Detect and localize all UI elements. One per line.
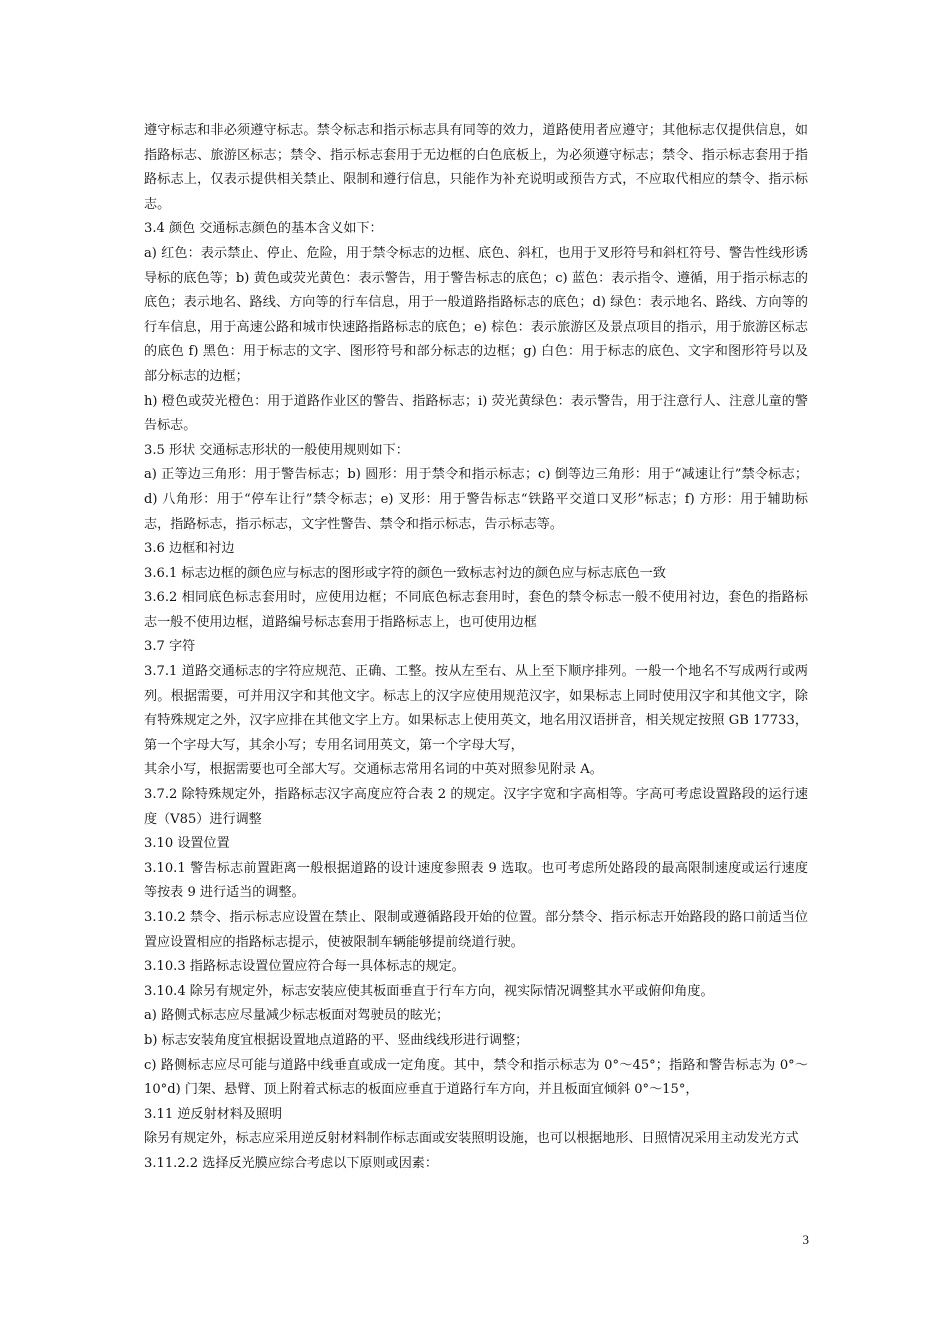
paragraph-3-10-1: 3.10.1 警告标志前置距离一般根据道路的设计速度参照表 9 选取。也可考虑所处路段的最高限制速度或运行速度等按表 9 进行适当的调整。 bbox=[144, 860, 808, 901]
paragraph-3-6-1: 3.6.1 标志边框的颜色应与标志的图形或字符的颜色一致标志衬边的颜色应与标志底色一致 bbox=[144, 565, 666, 581]
paragraph-3-7-1: 3.7.1 道路交通标志的字符应规范、正确、工整。按从左至右、从上至下顺序排列。一般一个地名不写成两行或两列。根据需要，可并用汉字和其他文字。标志上的汉字应使用规范汉字，如果标志上同时使用汉字和其他文字，除有特殊规定之外，汉字应排在其他文字上方。如果标志上使用英文，地名用汉语拼音，相关规定按照 GB 17733，第一个字母大写，其余小写；专用名词用英文，第一个字母大写， bbox=[144, 664, 808, 753]
paragraph-3-11-2-2: 3.11.2.2 选择反光膜应综合考虑以下原则或因素： bbox=[144, 1155, 438, 1171]
paragraph-3-11: 除另有规定外，标志应采用逆反射材料制作标志面或安装照明设施，也可以根据地形、日照情况采用主动发光方式 bbox=[144, 1131, 799, 1147]
heading-3-7-characters: 3.7 字符 bbox=[144, 639, 196, 655]
heading-3-5-shape: 3.5 形状 交通标志形状的一般使用规则如下： bbox=[144, 442, 409, 458]
list-item-c: c) 路侧标志应尽可能与道路中线垂直或成一定角度。其中，禁令和指示标志为 0°～45°；指路和警告标志为 0°～10°d) 门架、悬臂、顶上附着式标志的板面应垂直于道路行车方向，并且板面宜倾斜 0°～15°， bbox=[144, 1057, 808, 1098]
heading-3-4-color: 3.4 颜色 交通标志颜色的基本含义如下： bbox=[144, 221, 383, 237]
paragraph-signs-obligation: 遵守标志和非必须遵守标志。禁令标志和指示标志具有同等的效力，道路使用者应遵守；其他标志仅提供信息，如指路标志、旅游区标志；禁令、指示标志套用于无边框的白色底板上，为必须遵守标志；禁令、指示标志套用于指路标志上，仅表示提供相关禁止、限制和遵行信息，只能作为补充说明或预告方式，不应取代相应的禁令、指示标志。 bbox=[144, 123, 808, 212]
paragraph-3-10-2: 3.10.2 禁令、指示标志应设置在禁止、限制或遵循路段开始的位置。部分禁令、指示标志开始路段的路口前适当位置应设置相应的指路标志提示，使被限制车辆能够提前绕道行驶。 bbox=[144, 910, 808, 950]
heading-3-6-border: 3.6 边框和衬边 bbox=[144, 541, 235, 557]
heading-3-10-position: 3.10 设置位置 bbox=[144, 836, 230, 852]
paragraph-color-list-continued: h) 橙色或荧光橙色：用于道路作业区的警告、指路标志；i) 荧光黄绿色：表示警告，用于注意行人、注意儿童的警告标志。 bbox=[144, 393, 808, 434]
heading-3-11-retroreflective: 3.11 逆反射材料及照明 bbox=[144, 1106, 283, 1122]
list-item-a: a) 路侧式标志应尽量减少标志板面对驾驶员的眩光； bbox=[144, 1008, 450, 1024]
paragraph-3-6-2: 3.6.2 相同底色标志套用时，应使用边框；不同底色标志套用时，套色的禁令标志一般不使用衬边，套色的指路标志一般不使用边框，道路编号标志套用于指路标志上，也可使用边框 bbox=[144, 590, 808, 630]
paragraph-shape-list: a) 正等边三角形：用于警告标志；b) 圆形：用于禁令和指示标志；c) 倒等边三角形：用于“减速让行”禁令标志；d) 八角形：用于“停车让行”禁令标志；e) 叉形：用于警告标志“铁路平交道口叉形”标志；f) 方形：用于辅助标志，指路标志，指示标志，文字性警告、禁令和指示标志，告示标志等。 bbox=[144, 467, 808, 532]
paragraph-color-list: a) 红色：表示禁止、停止、危险，用于禁令标志的边框、底色、斜杠，也用于叉形符号和斜杠符号、警告性线形诱导标的底色等；b) 黄色或荧光黄色：表示警告，用于警告标志的底色；c) 蓝色：表示指令、遵循，用于指示标志的底色；表示地名、路线、方向等的行车信息，用于一般道路指路标志的底色；d) 绿色：表示地名、路线、方向等的行车信息，用于高速公路和城市快速路指路标志的底色；e) 棕色：表示旅游区及景点项目的指示，用于旅游区标志的底色 f) 黑色：用于标志的文字、图形符号和部分标志的边框；g) 白色：用于标志的底色、文字和图形符号以及部分标志的边框； bbox=[144, 245, 808, 384]
paragraph-3-10-4: 3.10.4 除另有规定外，标志安装应使其板面垂直于行车方向，视实际情况调整其水平或俯仰角度。 bbox=[144, 983, 714, 999]
page-number: 3 bbox=[802, 1232, 809, 1247]
paragraph-3-7-2: 3.7.2 除特殊规定外，指路标志汉字高度应符合表 2 的规定。汉字字宽和字高相等。字高可考虑设置路段的运行速度（V85）进行调整 bbox=[144, 787, 808, 827]
paragraph-3-10-3: 3.10.3 指路标志设置位置应符合每一具体标志的规定。 bbox=[144, 959, 465, 975]
page-body bbox=[144, 119, 808, 1177]
list-item-b: b) 标志安装角度宜根据设置地点道路的平、竖曲线线形进行调整； bbox=[144, 1032, 529, 1048]
paragraph-3-7-1-continued: 其余小写，根据需要也可全部大写。交通标志常用名词的中英对照参见附录 A。 bbox=[144, 762, 603, 778]
